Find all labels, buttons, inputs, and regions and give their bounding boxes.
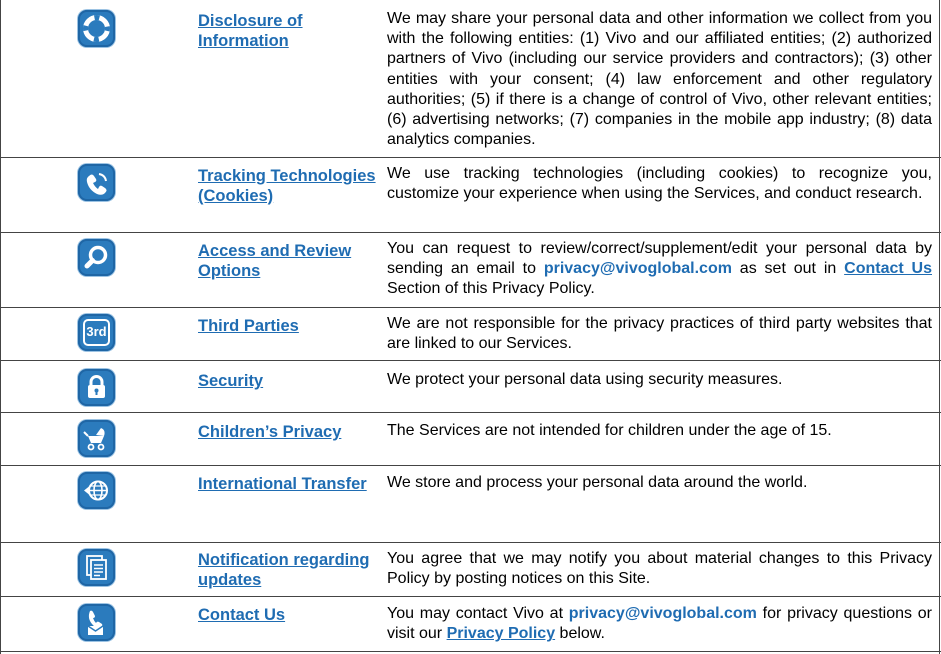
row-divider [0, 412, 941, 413]
phone-icon [78, 164, 115, 201]
row-title-international[interactable]: International Transfer [198, 475, 367, 493]
table-left-border [0, 0, 1, 654]
row-text-third-parties: We are not responsible for the privacy practices of third party websites that are linked to our Services. [387, 315, 932, 353]
row-title-contact[interactable]: Contact Us [198, 606, 286, 624]
row-text-tracking: We use tracking technologies (including cookies) to recognize you, customize your experience when using the Services, and conduct research. [387, 165, 932, 203]
document-icon [78, 549, 115, 586]
lock-icon [78, 369, 115, 406]
globe-icon [78, 472, 115, 509]
stroller-icon [78, 420, 115, 457]
privacy-email-link[interactable]: privacy@vivoglobal.com [568, 605, 757, 622]
privacy-email-link[interactable]: privacy@vivoglobal.com [543, 260, 732, 278]
row-title-children[interactable]: Children’s Privacy [198, 423, 342, 441]
row-divider [0, 465, 941, 466]
row-text-children: The Services are not intended for children under the age of 15. [387, 422, 832, 439]
row-divider [0, 542, 941, 543]
row-divider [0, 232, 941, 233]
contact-us-link[interactable]: Contact Us [844, 260, 932, 278]
row-text-notification: You agree that we may notify you about material changes to this Privacy Policy by posting notices on this Site. [387, 550, 932, 588]
lifebuoy-icon [78, 10, 115, 47]
row-title-third-parties[interactable]: Third Parties [198, 317, 299, 335]
row-title-disclosure[interactable]: Disclosure of Information [198, 12, 303, 50]
third-party-icon [78, 314, 115, 351]
row-divider [0, 157, 941, 158]
row-divider [0, 307, 941, 308]
row-text-international: We store and process your personal data around the world. [387, 474, 808, 491]
row-title-tracking[interactable]: Tracking Technologies (Cookies) [198, 167, 376, 205]
table-bottom-border [0, 651, 941, 652]
third-party-label: 3rd [86, 324, 107, 339]
row-title-security[interactable]: Security [198, 372, 264, 390]
row-text-disclosure: We may share your personal data and other information we collect from you with the following entities: (1) Vivo and our affiliated entities; (2) authorized partners of Vivo (including our service providers and contractors); (3) other entities with your consent; (4) law enforcement and other regulatory authorities; (5) if there is a change of control of Vivo, other relevant entities; (6) advertising networks; (7) companies in the mobile app industry; (8) data analytics companies. [387, 10, 932, 149]
table-right-border [939, 0, 940, 654]
magnifier-icon [78, 239, 115, 276]
row-title-access[interactable]: Access and Review Options [198, 242, 352, 280]
row-divider [0, 596, 941, 597]
row-divider [0, 360, 941, 361]
row-text-contact: You may contact Vivo at privacy@vivoglobal.com for privacy questions or visit our Privacy Policy below. [387, 605, 932, 643]
row-title-notification[interactable]: Notification regarding updates [198, 551, 370, 589]
row-text-access: You can request to review/correct/supplement/edit your personal data by sending an email to privacy@vivoglobal.com as set out in Contact Us Section of this Privacy Policy. [387, 240, 932, 298]
row-text-security: We protect your personal data using security measures. [387, 371, 783, 388]
privacy-policy-link[interactable]: Privacy Policy [446, 625, 556, 643]
contact-icon [78, 604, 115, 641]
